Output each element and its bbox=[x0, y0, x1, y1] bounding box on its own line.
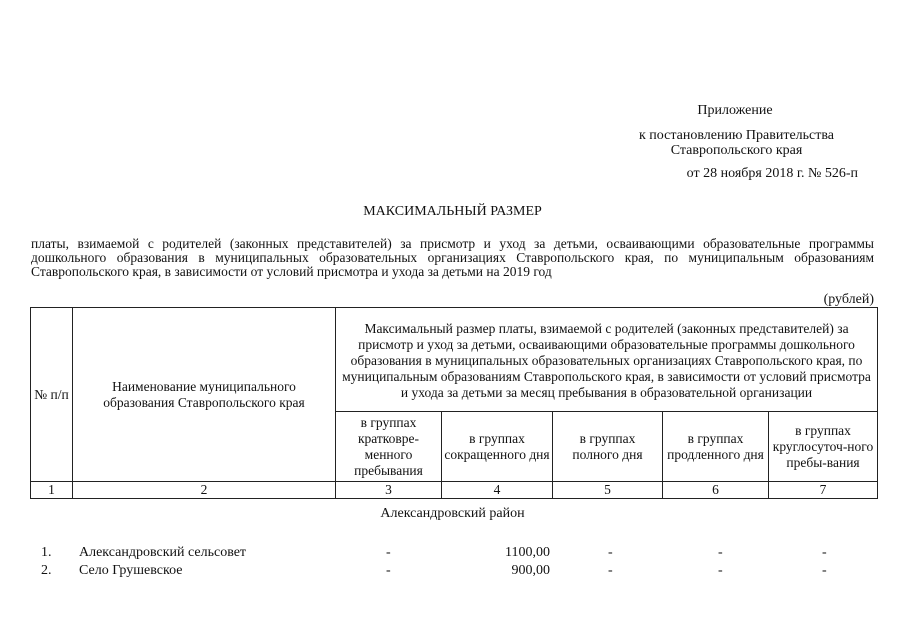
column-number: 4 bbox=[442, 482, 553, 499]
row-number: 2. bbox=[41, 563, 52, 578]
row-full-day-value: - bbox=[608, 563, 613, 578]
fees-table bbox=[30, 307, 878, 499]
row-short-stay-value: - bbox=[386, 563, 391, 578]
column-number: 6 bbox=[663, 482, 769, 499]
decree-date: от 28 ноября 2018 г. № 526-п bbox=[686, 166, 858, 181]
column-header-number: № п/п bbox=[31, 308, 73, 482]
row-short-day-value: 900,00 bbox=[511, 563, 550, 578]
column-header-short-day: в группах сокращенного дня bbox=[442, 412, 553, 482]
row-round-the-clock-value: - bbox=[822, 563, 827, 578]
column-header-full-day: в группах полного дня bbox=[553, 412, 663, 482]
row-municipality-name: Село Грушевское bbox=[79, 563, 183, 578]
table-row bbox=[0, 563, 905, 581]
column-header-name: Наименование муниципального образования Ставропольского края bbox=[73, 308, 336, 482]
decree-to-line-2: Ставропольского края bbox=[670, 143, 803, 158]
row-full-day-value: - bbox=[608, 545, 613, 560]
column-number: 1 bbox=[31, 482, 73, 499]
row-municipality-name: Александровский сельсовет bbox=[79, 545, 247, 560]
appendix-label: Приложение bbox=[697, 103, 773, 118]
column-header-round-the-clock: в группах круглосуточ-ного пребы-вания bbox=[769, 412, 878, 482]
row-extended-day-value: - bbox=[718, 563, 723, 578]
document-description: платы, взимаемой с родителей (законных представителей) за присмотр и уход за детьми, осваивающими образовательные программы дошкольного образования в муниципальных образовательных организациях Ставропольского края, по муниципальным образованиям Ставропольского края, в зависимости от условий присмотра и ухода за детьми на 2019 год bbox=[31, 236, 874, 279]
column-numbers-row bbox=[31, 482, 878, 499]
row-number: 1. bbox=[41, 545, 52, 560]
row-extended-day-value: - bbox=[718, 545, 723, 560]
row-short-day-value: 1100,00 bbox=[505, 545, 550, 560]
column-number: 3 bbox=[336, 482, 442, 499]
table-row bbox=[0, 545, 905, 563]
column-header-extended-day: в группах продленного дня bbox=[663, 412, 769, 482]
section-heading: Александровский район bbox=[380, 506, 525, 521]
column-header-fee-group: Максимальный размер платы, взимаемой с родителей (законных представителей) за присмотр и уход за детьми, осваивающими образовательные программы дошкольного образования в муниципальных образовательных организациях Ставропольского края, по муниципальным образованиям Ставропольского края, в зависимости от условий присмотра и ухода за детьми за месяц пребывания в образовательной организации bbox=[336, 308, 878, 412]
decree-reference bbox=[600, 128, 873, 158]
row-short-stay-value: - bbox=[386, 545, 391, 560]
column-number: 5 bbox=[553, 482, 663, 499]
units-label: (рублей) bbox=[823, 292, 874, 307]
column-number: 2 bbox=[73, 482, 336, 499]
row-round-the-clock-value: - bbox=[822, 545, 827, 560]
column-header-short-stay: в группах кратковре-менного пребывания bbox=[336, 412, 442, 482]
decree-to-line-1: к постановлению Правительства bbox=[638, 128, 835, 143]
column-number: 7 bbox=[769, 482, 878, 499]
document-title: МАКСИМАЛЬНЫЙ РАЗМЕР bbox=[363, 204, 542, 219]
